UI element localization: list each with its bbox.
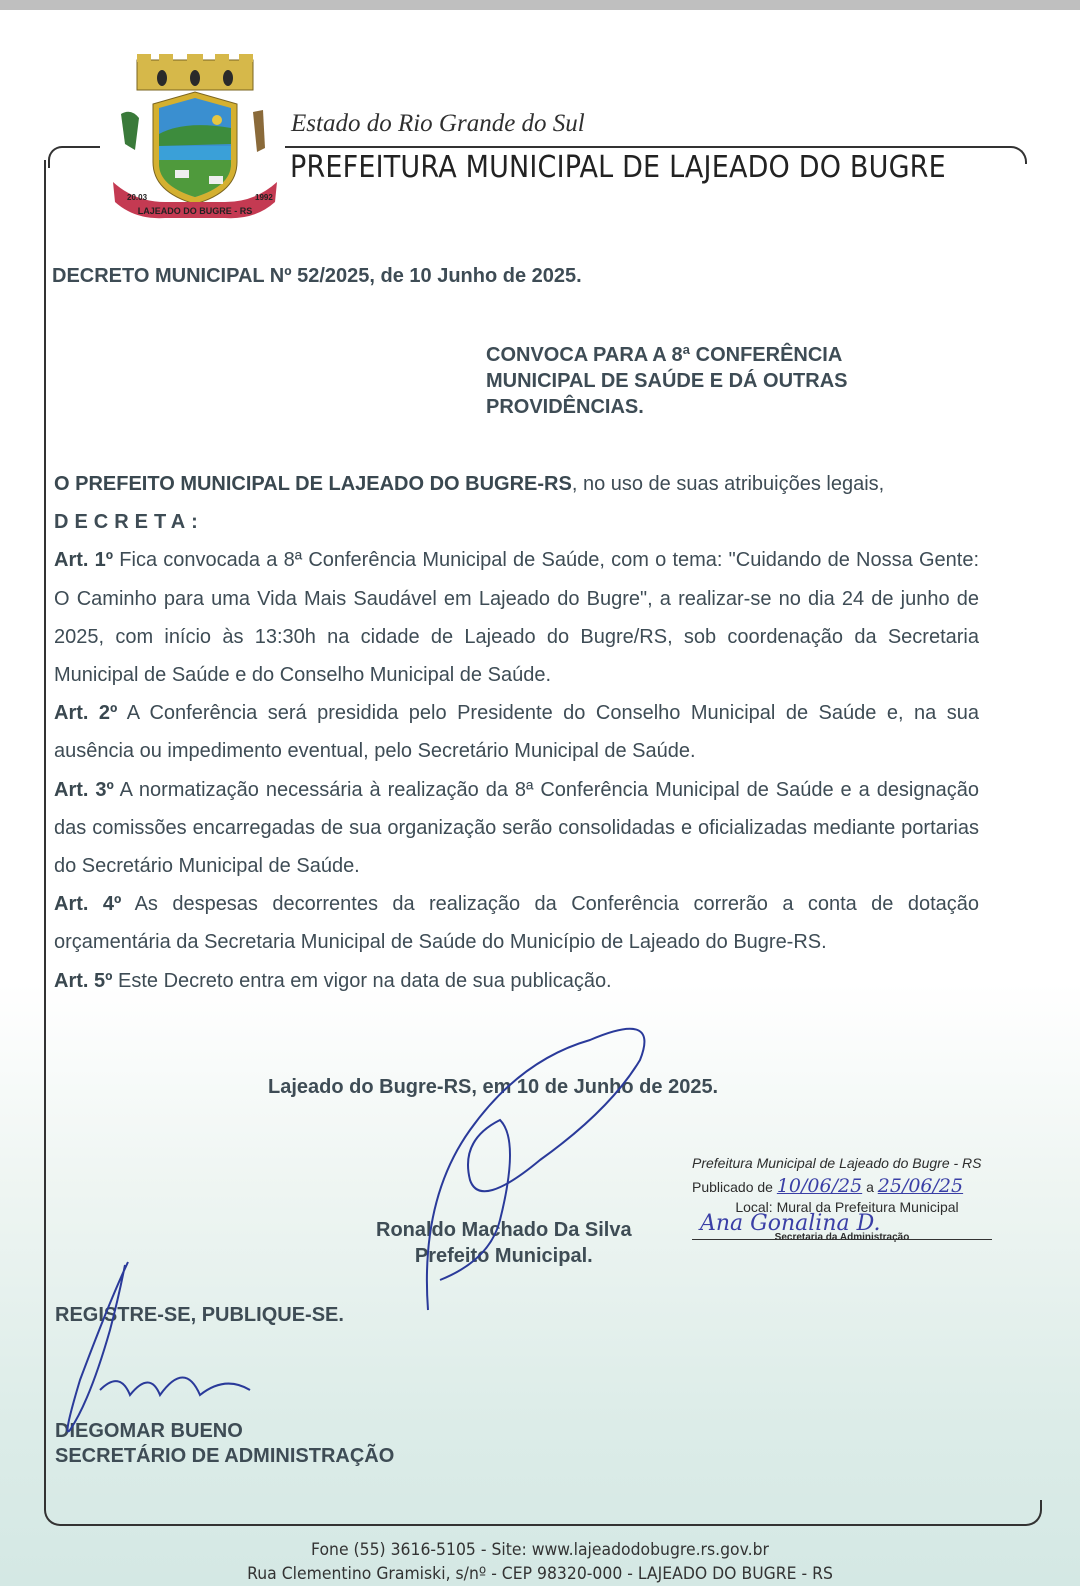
decree-title: DECRETO MUNICIPAL Nº 52/2025, de 10 Junho de 2025. <box>52 265 582 287</box>
top-bar <box>0 0 1080 10</box>
article-text: A Conferência será presidida pelo Presidente do Conselho Municipal de Saúde e, na sua ausência ou impedimento eventual, pelo Secretário Municipal de Saúde. <box>54 702 979 763</box>
svg-text:LAJEADO DO BUGRE - RS: LAJEADO DO BUGRE - RS <box>137 206 253 216</box>
article-1 <box>54 541 979 694</box>
frame-border <box>48 146 100 168</box>
article-label: Art. 1º <box>54 549 114 572</box>
coat-of-arms-icon <box>105 52 285 222</box>
article-text: A normatização necessária à realização da 8ª Conferência Municipal de Saúde e a designação das comissões encarregadas de sua organização serão consolidadas e oficializadas mediante portarias do Secretário Municipal de Saúde. <box>54 778 979 878</box>
stamp-date-from: 10/06/25 <box>776 1175 863 1197</box>
footer-address: Rua Clementino Gramiski, s/nº - CEP 98320-000 - LAJEADO DO BUGRE - RS <box>247 1564 833 1584</box>
footer-contact: Fone (55) 3616-5105 - Site: www.lajeadodobugre.rs.gov.br <box>311 1540 769 1560</box>
article-label: Art. 4º <box>54 893 122 916</box>
state-name: Estado do Rio Grande do Sul <box>291 110 585 137</box>
frame-border <box>44 1500 1042 1526</box>
secretary-signature-stroke <box>100 1378 250 1396</box>
ementa-line: MUNICIPAL DE SAÚDE E DÁ OUTRAS <box>486 370 848 392</box>
article-text: Este Decreto entra em vigor na data de sua publicação. <box>112 969 612 992</box>
stamp-header: Prefeitura Municipal de Lajeado do Bugre - RS <box>692 1155 982 1171</box>
decreta-heading: DECRETA: <box>54 511 204 534</box>
publication-stamp <box>692 1155 992 1243</box>
stamp-date-to: 25/06/25 <box>877 1175 964 1197</box>
place-date: Lajeado do Bugre-RS, em 10 de Junho de 2025. <box>268 1076 719 1098</box>
article-3 <box>54 771 979 886</box>
frame-border <box>44 160 46 1510</box>
secretary-name: DIEGOMAR BUENO <box>55 1420 243 1442</box>
preamble-authority: O PREFEITO MUNICIPAL DE LAJEADO DO BUGRE-RS <box>54 473 572 495</box>
stamp-connector: a <box>866 1179 874 1195</box>
article-text: As despesas decorrentes da realização da Conferência correrão a conta de dotação orçamentária da Secretaria Municipal de Saúde do Município de Lajeado do Bugre-RS. <box>54 893 979 954</box>
ementa-line: CONVOCA PARA A 8ª CONFERÊNCIA <box>486 344 843 366</box>
stamp-published-label: Publicado de <box>692 1179 773 1195</box>
secretary-role: SECRETÁRIO DE ADMINISTRAÇÃO <box>55 1445 395 1467</box>
secretary-signature-block <box>55 1419 394 1469</box>
stamp-signer-role: Secretaria da Administração <box>774 1232 910 1243</box>
mayor-role: Prefeito Municipal. <box>414 1245 593 1267</box>
decree-ementa <box>486 342 848 420</box>
article-label: Art. 3º <box>54 778 114 801</box>
article-2 <box>54 694 979 770</box>
mayor-name: Ronaldo Machado Da Silva <box>376 1219 632 1241</box>
article-label: Art. 2º <box>54 702 118 725</box>
register-publish-note: REGISTRE-SE, PUBLIQUE-SE. <box>55 1304 344 1326</box>
svg-text:1992: 1992 <box>255 193 273 202</box>
secretary-signature-stroke <box>68 1262 128 1431</box>
preamble-text: , no uso de suas atribuições legais, <box>571 473 885 495</box>
article-label: Art. 5º <box>54 969 113 992</box>
stamp-signature: Ana Gonalina D. <box>700 1211 881 1236</box>
preamble <box>54 465 979 503</box>
mayor-signature-block <box>376 1217 632 1269</box>
stamp-signature-line <box>692 1211 992 1240</box>
ementa-line: PROVIDÊNCIAS. <box>486 396 644 418</box>
svg-text:20.03: 20.03 <box>127 193 148 202</box>
article-text: Fica convocada a 8ª Conferência Municipal de Saúde, com o tema: "Cuidando de Nossa Gente: O Caminho para uma Vida Mais Saudável em Lajeado do Bugre", a realizar-se no dia 24 de junho de 2025, com início às 13:30h na cidade de Lajeado do Bugre/RS, sob coordenação da Secretaria Municipal de Saúde e do Conselho Municipal de Saúde. <box>54 549 979 687</box>
stamp-dates <box>692 1175 992 1197</box>
article-4 <box>54 885 979 961</box>
stamp-location: Local: Mural da Prefeitura Municipal <box>735 1199 959 1215</box>
decree-body <box>54 465 979 1000</box>
article-5 <box>54 962 979 1000</box>
prefeitura-heading: PREFEITURA MUNICIPAL DE LAJEADO DO BUGRE <box>290 150 946 185</box>
